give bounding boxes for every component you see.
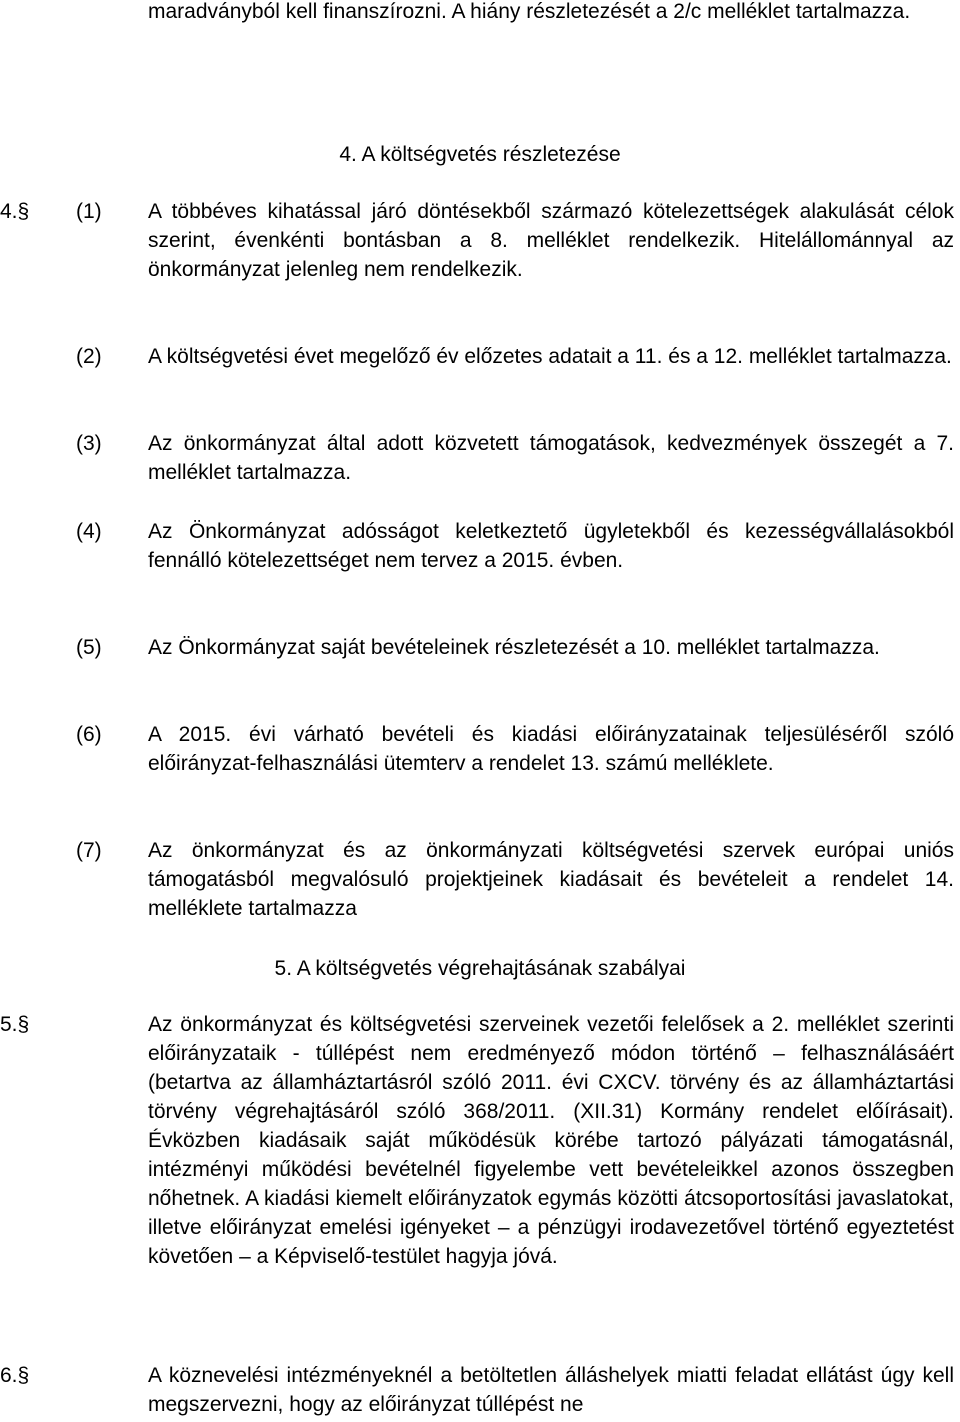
intro-paragraph: maradványból kell finanszírozni. A hiány részletezését a 2/c melléklet tartalmazza.	[148, 0, 911, 23]
item-label: (2)	[76, 345, 102, 368]
section6-number: 6.§	[0, 1364, 30, 1387]
item-label: (6)	[76, 723, 102, 746]
item-text: A költségvetési évet megelőző év előzetes adatait a 11. és a 12. melléklet tartalmazza.	[148, 345, 952, 368]
item-text: A 2015. évi várható bevételi és kiadási előirányzatainak teljesüléséről szóló előirányzat-felhasználási ütemterv a rendelet 13. számú melléklete.	[148, 723, 954, 775]
section5-heading: 5. A költségvetés végrehajtásának szabályai	[274, 957, 686, 980]
section4-heading: 4. A költségvetés részletezése	[339, 143, 621, 166]
item-text: A többéves kihatással járó döntésekből származó kötelezettségek alakulását célok szerint, évenkénti bontásban a 8. melléklet rendelkezik. Hitelállománnyal az önkormányzat jelenleg nem rendelkezik.	[148, 200, 954, 281]
item-label: (7)	[76, 839, 102, 862]
item-text: Az önkormányzat által adott közvetett támogatások, kedvezmények összegét a 7. melléklet tartalmazza.	[148, 432, 954, 484]
item-label: (1)	[76, 200, 102, 223]
section5-text: Az önkormányzat és költségvetési szerveinek vezetői felelősek a 2. melléklet szerinti előirányzataik - túllépést nem eredményező módon történő – felhasználásáért (betartva az államháztartásról szóló 2011. évi CXCV. törvény és az államháztartási törvény végrehajtásáról szóló 368/2011. (XII.31) Kormány rendelet előírásait). Évközben kiadásaik saját működésük körébe tartozó pályázati támogatásnál, intézményi működési bevételnél figyelembe vett bevételeikkel azonos összegben nőhetnek. A kiadási kiemelt előirányzatok egymás közötti átcsoportosítási javaslatokat, illetve előirányzat emelési igényeket – a pénzügyi irodavezetővel történő egyeztetést követően – a Képviselő-testület hagyja jóvá.	[148, 1013, 954, 1268]
section4-number: 4.§	[0, 200, 30, 223]
section6-text: A köznevelési intézményeknél a betöltetlen álláshelyek miatti feladat ellátást úgy kell megszervezni, hogy az előirányzat túllépést ne	[148, 1364, 954, 1416]
item-label: (5)	[76, 636, 102, 659]
section5-number: 5.§	[0, 1013, 30, 1036]
item-text: Az Önkormányzat saját bevételeinek részletezését a 10. melléklet tartalmazza.	[148, 636, 880, 659]
item-text: Az önkormányzat és az önkormányzati költségvetési szervek európai uniós támogatásból megvalósuló projektjeinek kiadásait és bevételeit a rendelet 14. melléklete tartalmazza	[148, 839, 954, 920]
item-label: (4)	[76, 520, 102, 543]
item-label: (3)	[76, 432, 102, 455]
item-text: Az Önkormányzat adósságot keletkeztető ügyletekből és kezességvállalásokból fennálló kötelezettséget nem tervez a 2015. évben.	[148, 520, 954, 572]
